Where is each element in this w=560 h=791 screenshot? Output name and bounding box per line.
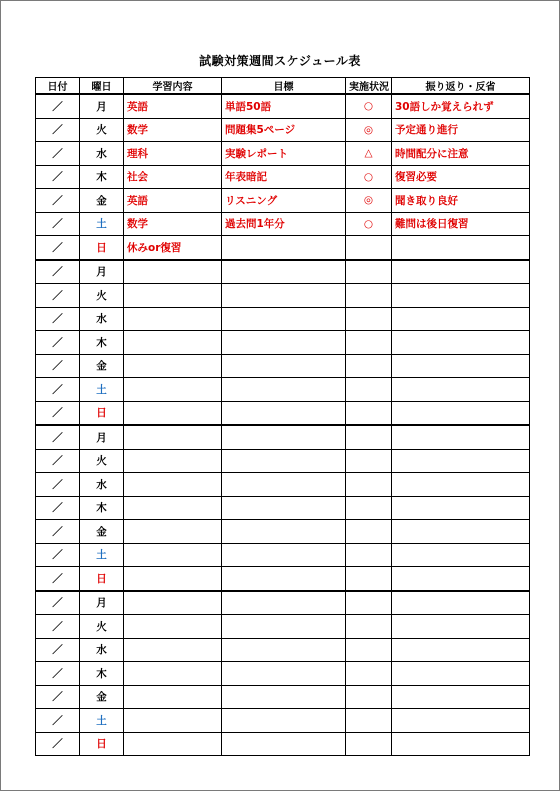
date-cell: ／ (36, 732, 80, 756)
table-row (36, 378, 530, 402)
status-cell[interactable] (346, 520, 392, 544)
status-cell[interactable]: ○ (346, 165, 392, 189)
status-cell[interactable] (346, 615, 392, 639)
review-cell[interactable] (392, 709, 530, 733)
subject-cell[interactable] (124, 662, 222, 686)
date-cell: ／ (36, 354, 80, 378)
subject-cell[interactable] (124, 543, 222, 567)
header-status: 実施状況 (346, 78, 392, 95)
subject-cell[interactable] (124, 496, 222, 520)
subject-cell[interactable] (124, 260, 222, 284)
goal-cell[interactable] (222, 520, 346, 544)
day-cell: 木 (80, 496, 124, 520)
review-cell[interactable] (392, 520, 530, 544)
day-cell: 日 (80, 401, 124, 425)
status-cell[interactable] (346, 709, 392, 733)
goal-cell[interactable] (222, 567, 346, 591)
goal-cell[interactable]: 実験レポート (222, 142, 346, 166)
review-cell[interactable] (392, 567, 530, 591)
schedule-body (36, 94, 530, 756)
subject-cell[interactable] (124, 638, 222, 662)
subject-cell[interactable]: 数学 (124, 212, 222, 236)
table-row (36, 94, 530, 118)
day-cell: 木 (80, 165, 124, 189)
status-cell[interactable] (346, 331, 392, 355)
goal-cell[interactable] (222, 354, 346, 378)
review-cell[interactable]: 復習必要 (392, 165, 530, 189)
table-row (36, 236, 530, 260)
schedule-table (35, 77, 530, 756)
review-cell[interactable] (392, 284, 530, 308)
status-cell[interactable]: △ (346, 142, 392, 166)
review-cell[interactable] (392, 260, 530, 284)
day-cell: 金 (80, 520, 124, 544)
goal-cell[interactable]: 単語50語 (222, 94, 346, 118)
table-row (36, 638, 530, 662)
day-cell: 月 (80, 94, 124, 118)
goal-cell[interactable] (222, 543, 346, 567)
table-row (36, 520, 530, 544)
header-date: 日付 (36, 78, 80, 95)
review-cell[interactable] (392, 354, 530, 378)
subject-cell[interactable] (124, 520, 222, 544)
review-cell[interactable] (392, 543, 530, 567)
day-cell: 木 (80, 331, 124, 355)
status-cell[interactable] (346, 662, 392, 686)
review-cell[interactable] (392, 732, 530, 756)
date-cell: ／ (36, 543, 80, 567)
day-cell: 木 (80, 662, 124, 686)
table-row (36, 307, 530, 331)
status-cell[interactable] (346, 567, 392, 591)
status-cell[interactable] (346, 284, 392, 308)
table-row (36, 189, 530, 213)
day-cell: 火 (80, 615, 124, 639)
date-cell: ／ (36, 520, 80, 544)
table-row (36, 709, 530, 733)
date-cell: ／ (36, 331, 80, 355)
day-cell: 日 (80, 732, 124, 756)
status-cell[interactable] (346, 591, 392, 615)
date-cell: ／ (36, 473, 80, 497)
review-cell[interactable] (392, 591, 530, 615)
goal-cell[interactable] (222, 449, 346, 473)
date-cell: ／ (36, 567, 80, 591)
subject-cell[interactable] (124, 354, 222, 378)
review-cell[interactable] (392, 496, 530, 520)
subject-cell[interactable] (124, 331, 222, 355)
status-cell[interactable]: ○ (346, 94, 392, 118)
table-row (36, 615, 530, 639)
day-cell: 金 (80, 354, 124, 378)
status-cell[interactable] (346, 378, 392, 402)
goal-cell[interactable] (222, 591, 346, 615)
table-row (36, 685, 530, 709)
goal-cell[interactable]: リスニング (222, 189, 346, 213)
subject-cell[interactable]: 社会 (124, 165, 222, 189)
goal-cell[interactable] (222, 638, 346, 662)
status-cell[interactable] (346, 732, 392, 756)
date-cell: ／ (36, 307, 80, 331)
date-cell: ／ (36, 260, 80, 284)
table-row (36, 662, 530, 686)
goal-cell[interactable]: 問題集5ページ (222, 118, 346, 142)
date-cell: ／ (36, 94, 80, 118)
day-cell: 水 (80, 638, 124, 662)
subject-cell[interactable] (124, 449, 222, 473)
day-cell: 土 (80, 378, 124, 402)
date-cell: ／ (36, 378, 80, 402)
review-cell[interactable] (392, 685, 530, 709)
table-row (36, 732, 530, 756)
subject-cell[interactable] (124, 307, 222, 331)
subject-cell[interactable] (124, 615, 222, 639)
subject-cell[interactable] (124, 425, 222, 449)
subject-cell[interactable]: 休みor復習 (124, 236, 222, 260)
table-row (36, 284, 530, 308)
table-row (36, 354, 530, 378)
day-cell: 日 (80, 236, 124, 260)
date-cell: ／ (36, 615, 80, 639)
goal-cell[interactable] (222, 236, 346, 260)
goal-cell[interactable] (222, 284, 346, 308)
review-cell[interactable]: 聞き取り良好 (392, 189, 530, 213)
goal-cell[interactable]: 過去問1年分 (222, 212, 346, 236)
header-subject: 学習内容 (124, 78, 222, 95)
review-cell[interactable] (392, 473, 530, 497)
date-cell: ／ (36, 709, 80, 733)
date-cell: ／ (36, 425, 80, 449)
day-cell: 日 (80, 567, 124, 591)
review-cell[interactable] (392, 449, 530, 473)
header-row (36, 78, 530, 95)
review-cell[interactable]: 難問は後日復習 (392, 212, 530, 236)
subject-cell[interactable]: 数学 (124, 118, 222, 142)
day-cell: 火 (80, 284, 124, 308)
day-cell: 月 (80, 260, 124, 284)
table-row (36, 543, 530, 567)
date-cell: ／ (36, 401, 80, 425)
goal-cell[interactable] (222, 260, 346, 284)
day-cell: 火 (80, 118, 124, 142)
goal-cell[interactable] (222, 331, 346, 355)
date-cell: ／ (36, 449, 80, 473)
table-row (36, 260, 530, 284)
subject-cell[interactable] (124, 709, 222, 733)
goal-cell[interactable] (222, 496, 346, 520)
status-cell[interactable] (346, 236, 392, 260)
table-row (36, 591, 530, 615)
status-cell[interactable] (346, 496, 392, 520)
goal-cell[interactable]: 年表暗記 (222, 165, 346, 189)
status-cell[interactable] (346, 449, 392, 473)
date-cell: ／ (36, 496, 80, 520)
header-goal: 目標 (222, 78, 346, 95)
review-cell[interactable] (392, 425, 530, 449)
date-cell: ／ (36, 662, 80, 686)
goal-cell[interactable] (222, 425, 346, 449)
goal-cell[interactable] (222, 732, 346, 756)
review-cell[interactable] (392, 331, 530, 355)
subject-cell[interactable] (124, 567, 222, 591)
review-cell[interactable] (392, 307, 530, 331)
goal-cell[interactable] (222, 473, 346, 497)
status-cell[interactable] (346, 685, 392, 709)
review-cell[interactable] (392, 401, 530, 425)
goal-cell[interactable] (222, 378, 346, 402)
goal-cell[interactable] (222, 709, 346, 733)
table-row (36, 425, 530, 449)
status-cell[interactable]: ◎ (346, 189, 392, 213)
subject-cell[interactable]: 理科 (124, 142, 222, 166)
date-cell: ／ (36, 638, 80, 662)
status-cell[interactable] (346, 354, 392, 378)
review-cell[interactable]: 時間配分に注意 (392, 142, 530, 166)
goal-cell[interactable] (222, 307, 346, 331)
subject-cell[interactable] (124, 591, 222, 615)
review-cell[interactable] (392, 236, 530, 260)
review-cell[interactable] (392, 638, 530, 662)
goal-cell[interactable] (222, 615, 346, 639)
table-row (36, 142, 530, 166)
table-row (36, 401, 530, 425)
goal-cell[interactable] (222, 401, 346, 425)
day-cell: 金 (80, 189, 124, 213)
status-cell[interactable] (346, 260, 392, 284)
subject-cell[interactable] (124, 685, 222, 709)
status-cell[interactable] (346, 425, 392, 449)
date-cell: ／ (36, 685, 80, 709)
table-row (36, 496, 530, 520)
status-cell[interactable] (346, 543, 392, 567)
goal-cell[interactable] (222, 662, 346, 686)
day-cell: 土 (80, 543, 124, 567)
table-row (36, 118, 530, 142)
day-cell: 水 (80, 142, 124, 166)
header-day: 曜日 (80, 78, 124, 95)
day-cell: 月 (80, 425, 124, 449)
table-row (36, 331, 530, 355)
day-cell: 水 (80, 307, 124, 331)
review-cell[interactable] (392, 378, 530, 402)
page-title: 試験対策週間スケジュール表 (199, 54, 361, 68)
date-cell: ／ (36, 284, 80, 308)
day-cell: 土 (80, 212, 124, 236)
date-cell: ／ (36, 189, 80, 213)
review-cell[interactable]: 予定通り進行 (392, 118, 530, 142)
review-cell[interactable] (392, 662, 530, 686)
subject-cell[interactable]: 英語 (124, 189, 222, 213)
review-cell[interactable] (392, 615, 530, 639)
date-cell: ／ (36, 118, 80, 142)
goal-cell[interactable] (222, 685, 346, 709)
status-cell[interactable] (346, 307, 392, 331)
table-row (36, 449, 530, 473)
date-cell: ／ (36, 236, 80, 260)
date-cell: ／ (36, 212, 80, 236)
day-cell: 火 (80, 449, 124, 473)
subject-cell[interactable] (124, 473, 222, 497)
table-row (36, 212, 530, 236)
status-cell[interactable] (346, 401, 392, 425)
review-cell[interactable]: 30語しか覚えられず (392, 94, 530, 118)
header-review: 振り返り・反省 (392, 78, 530, 95)
date-cell: ／ (36, 142, 80, 166)
date-cell: ／ (36, 591, 80, 615)
status-cell[interactable]: ◎ (346, 118, 392, 142)
status-cell[interactable] (346, 638, 392, 662)
subject-cell[interactable] (124, 284, 222, 308)
table-row (36, 567, 530, 591)
day-cell: 金 (80, 685, 124, 709)
day-cell: 水 (80, 473, 124, 497)
subject-cell[interactable] (124, 401, 222, 425)
subject-cell[interactable] (124, 378, 222, 402)
day-cell: 土 (80, 709, 124, 733)
subject-cell[interactable] (124, 732, 222, 756)
status-cell[interactable] (346, 473, 392, 497)
table-row (36, 473, 530, 497)
table-row (36, 165, 530, 189)
date-cell: ／ (36, 165, 80, 189)
day-cell: 月 (80, 591, 124, 615)
status-cell[interactable]: ○ (346, 212, 392, 236)
subject-cell[interactable]: 英語 (124, 94, 222, 118)
